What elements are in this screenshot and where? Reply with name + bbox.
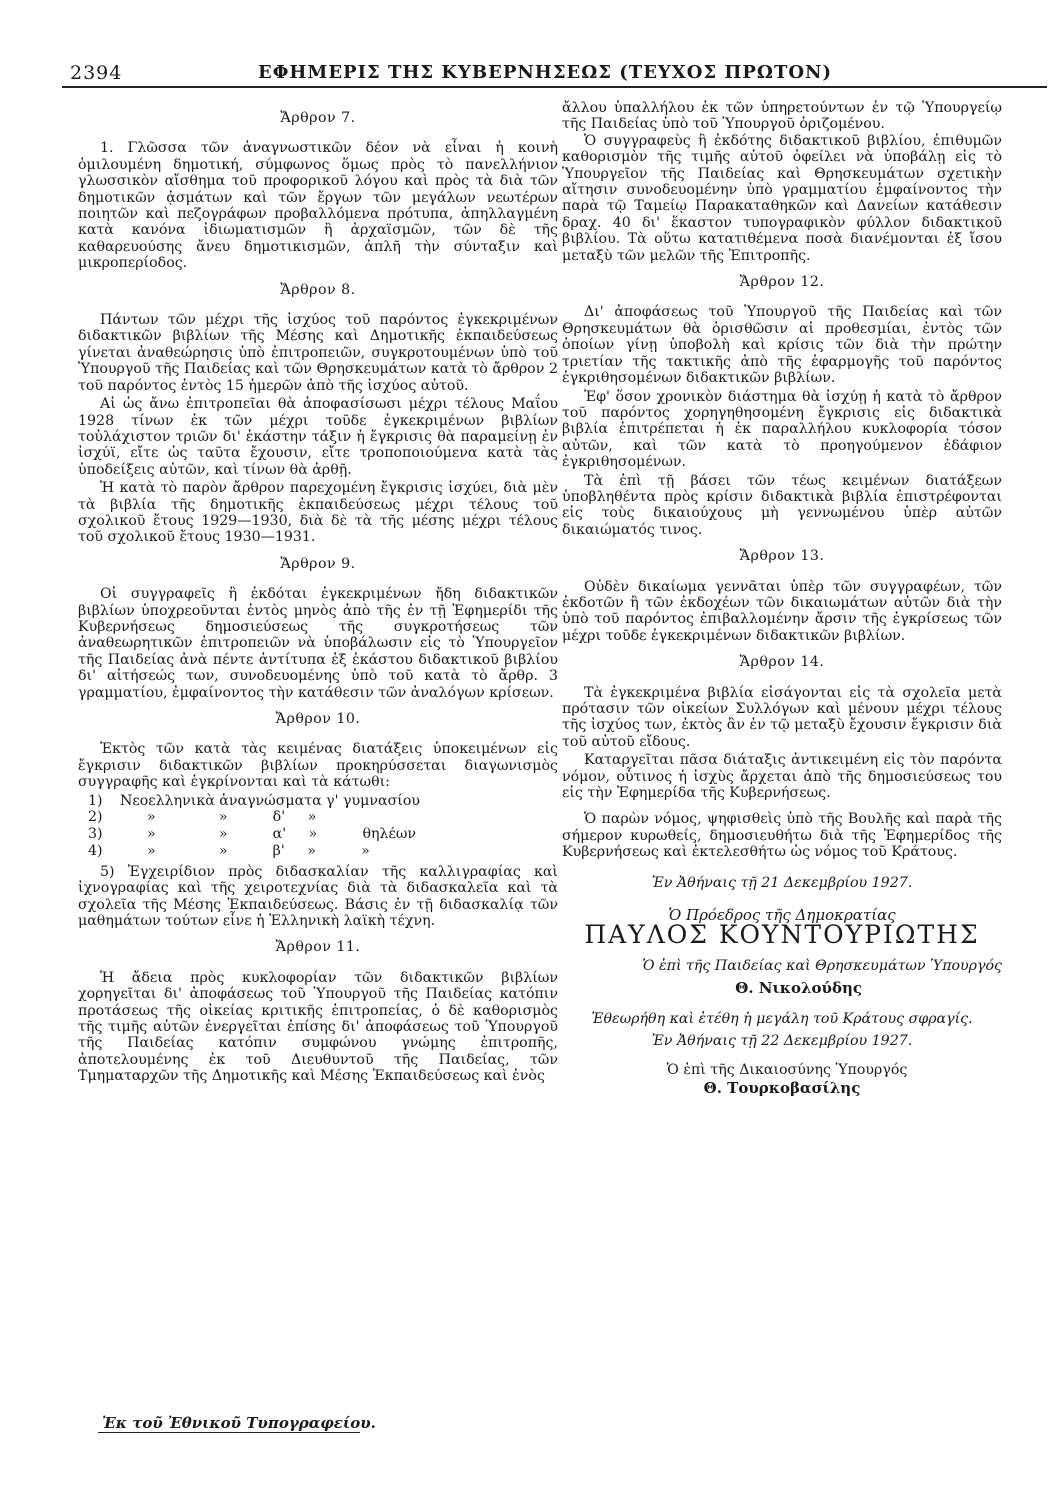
left-column <box>78 100 558 1087</box>
article-13-paragraph: Οὐδὲν δικαίωμα γεννᾶται ὑπὲρ τῶν συγγραφέων, τῶν ἐκδοτῶν ἢ τῶν ἐκδοχέων τῶν δικαιωμάτων αὐτῶν διὰ τὴν ὑπὸ τοῦ παρόντος ἐπιβαλλομένην ἄρσιν τῆς ἐγκρίσεως τῶν μέχρι τοῦδε ἐγκεκριμένων διδακτικῶν βιβλίων. <box>562 578 1002 644</box>
article-11-continuation: ἄλλου ὑπαλλήλου ἐκ τῶν ὑπηρετούντων ἐν τῷ Ὑπουργείῳ τῆς Παιδείας ὑπὸ τοῦ Ὑπουργοῦ ὁριζομένου. <box>562 100 1002 133</box>
article-14-paragraph-2: Καταργεῖται πᾶσα διάταξις ἀντικειμένη εἰς τὸν παρόντα νόμον, οὗτινος ἡ ἰσχὺς ἄρχεται ἀπὸ τῆς δημοσιεύσεως του εἰς τὴν Ἐφημερίδα τῆς Κυβερνήσεως. <box>562 752 1002 802</box>
article-10-heading: Ἄρθρον 10. <box>275 711 361 727</box>
imprint-underline <box>98 1432 360 1433</box>
article-8-paragraph-3: Ἡ κατὰ τὸ παρὸν ἄρθρον παρεχομένη ἔγκρισις ἰσχύει, διὰ μὲν τὰ βιβλία τῆς δημοτικῆς ἐκπαιδεύσεως μέχρι τέλους τοῦ σχολικοῦ ἔτους 1929—1930, διὰ δὲ τὰ τῆς μέσης μέχρι τέλους τοῦ σχολικοῦ ἔτους 1930—1931. <box>78 480 558 546</box>
justice-minister-title: Ὁ ἐπὶ τῆς Δικαιοσύνης Ὑπουργός <box>666 1061 908 1078</box>
minister-name: Θ. Νικολούδης <box>735 979 862 998</box>
article-8-paragraph-1: Πάντων τῶν μέχρι τῆς ἰσχύος τοῦ παρόντος ἐγκεκριμένων διδακτικῶν βιβλίων τῆς Μέσης καὶ Δημοτικῆς ἐκπαιδεύσεως γίνεται ἀναθεώρησις ὑπὸ ἐπιτροπειῶν, συγκροτουμένων ὑπὸ τοῦ Ὑπουργοῦ τῆς Παιδείας καὶ τῶν Θρησκευμάτων κατὰ τὸ ἄρθρον 2 τοῦ παρόντος ἐντὸς 15 ἡμερῶν ἀπὸ τῆς ἰσχύος αὐτοῦ. <box>78 312 558 394</box>
article-10-paragraph-2: 5) Ἐγχειρίδιον πρὸς διδασκαλίαν τῆς καλλιγραφίας καὶ ἰχνογραφίας καὶ τῆς χειροτεχνίας διὰ τὰ διδασκαλεῖα καὶ τὰ σχολεῖα τῆς Μέσης Ἐκπαιδεύσεως. Βάσις ἐν τῇ διδασκαλίᾳ τῶν μαθημάτων τούτων εἶνε ἡ Ἑλληνικὴ λαϊκὴ τέχνη. <box>78 863 558 930</box>
article-9-heading: Ἄρθρον 9. <box>280 555 356 572</box>
seal-statement: Ἐθεωρήθη καὶ ἐτέθη ἡ μεγάλη τοῦ Κράτους σφραγίς. <box>591 1010 973 1027</box>
justice-minister-name: Θ. Τουρκοβασίλης <box>703 1078 861 1097</box>
article-14-heading: Ἄρθρον 14. <box>739 654 825 671</box>
article-12-paragraph-3: Τὰ ἐπὶ τῇ βάσει τῶν τέως κειμένων διατάξεων ὑποβληθέντα πρὸς κρίσιν διδακτικὰ βιβλία ἐπιστρέφονται εἰς τοὺς δικαιούχους μὴ γεννωμένου ὑπὲρ αὐτῶν δικαιώματός τινος. <box>562 472 1002 538</box>
seal-date: Ἐν Ἀθήναις τῇ 22 Δεκεμβρίου 1927. <box>651 1033 913 1050</box>
page-header <box>62 58 1047 90</box>
list-item: 4) » » β' » » <box>88 843 370 860</box>
president-title: Ὁ Πρόεδρος τῆς Δημοκρατίας <box>668 906 896 925</box>
article-12-heading: Ἄρθρον 12. <box>739 274 825 291</box>
article-10-paragraph-1: Ἐκτὸς τῶν κατὰ τὰς κειμένας διατάξεις ὑποκειμένων εἰς ἔγκρισιν διδακτικῶν βιβλίων προκηρύσσεται διαγωνισμὸς συγγραφῆς καὶ ἐγκρίνονται καὶ τὰ κάτωθι: <box>78 741 558 791</box>
printer-imprint: Ἐκ τοῦ Ἐθνικοῦ Τυπογραφείου. <box>102 1414 376 1432</box>
article-10-list <box>88 793 558 860</box>
article-8-paragraph-2: Αἱ ὡς ἄνω ἐπιτροπεῖαι θὰ ἀποφασίσωσι μέχρι τέλους Μαΐου 1928 τίνων ἐκ τῶν μέχρι τοῦδε ἐγκεκριμένων βιβλίων τοὐλάχιστον τριῶν δι' ἑκάστην τάξιν ἡ ἔγκρισις θὰ παραμείνῃ ἐν ἰσχύϊ, εἴτε ὡς ταῦτα ἔχουσιν, εἴτε τροποποιούμενα κατὰ τὰς ὑποδείξεις αὐτῶν, καὶ τίνων θὰ ἀρθῇ. <box>78 396 558 478</box>
article-8-heading: Ἄρθρον 8. <box>280 281 356 298</box>
article-11-paragraph: Ἡ ἄδεια πρὸς κυκλοφορίαν τῶν διδακτικῶν βιβλίων χορηγεῖται δι' ἀποφάσεως τοῦ Ὑπουργοῦ τῆς Παιδείας κατόπιν προτάσεως τῆς οἰκείας κριτικῆς ἐπιτροπείας, ὁ δὲ καθορισμὸς τῆς τιμῆς αὐτῶν ἐνεργεῖται ἐπίσης δι' ἀποφάσεως τοῦ Ὑπουργοῦ τῆς Παιδείας κατόπιν συμφώνου γνώμης ἐπιτροπῆς, ἀποτελουμένης ἐκ τοῦ Διευθυντοῦ τῆς Παιδείας, τῶν Τμηματαρχῶν τῆς Δημοτικῆς καὶ Μέσης Ἐκπαιδεύσεως καὶ ἑνὸς <box>78 969 558 1085</box>
right-column <box>562 100 1002 1098</box>
minister-title: Ὁ ἐπὶ τῆς Παιδείας καὶ Θρησκευμάτων Ὑπουργός <box>642 957 1002 974</box>
article-9-paragraph: Οἱ συγγραφεῖς ἢ ἐκδόται ἐγκεκριμένων ἤδη διδακτικῶν βιβλίων ὑποχρεοῦνται ἐντὸς μηνὸς ἀπὸ τῆς ἐν τῇ Ἐφημερίδι τῆς Κυβερνήσεως δημοσιεύσεως τῆς συγκροτήσεως τῶν ἀναθεωρητικῶν ἐπιτροπειῶν νὰ ὑποβάλωσιν εἰς τὸ Ὑπουργεῖον τῆς Παιδείας ἀνὰ πέντε ἀντίτυπα ἐξ ἑκάστου διδακτικοῦ βιβλίου δι' αἰτήσεώς των, συνοδευομένης ὑπὸ τοῦ κατὰ τὸ ἄρθρ. 3 γραμματίου, ἐμφαίνοντος τὴν κατάθεσιν τῶν ἀναλόγων κρίσεων. <box>78 586 558 701</box>
page-number: 2394 <box>70 62 123 84</box>
list-item: 1) Νεοελληνικὰ ἀναγνώσματα γ' γυμνασίου <box>88 792 421 809</box>
list-item: 3) » » α' » θηλέων <box>88 826 417 843</box>
article-11-heading: Ἄρθρον 11. <box>275 939 361 956</box>
article-12-paragraph-2: Ἐφ' ὅσον χρονικὸν διάστημα θὰ ἰσχύῃ ἡ κατὰ τὸ ἄρθρον τοῦ παρόντος χορηγηθησομένη ἔγκρισις εἰς διδακτικὰ βιβλία ἐπιτρέπεται ἡ ἐκ παραλλήλου κυκλοφορία τόσον αὐτῶν, καὶ τῶν κατὰ τὸ προηγούμενον ἐδάφιον ἐγκριθησομένων. <box>562 388 1002 471</box>
article-13-heading: Ἄρθρον 13. <box>739 548 825 565</box>
signing-date: Ἐν Ἀθήναις τῇ 21 Δεκεμβρίου 1927. <box>651 874 913 891</box>
list-item: 2) » » δ' » <box>88 809 317 826</box>
article-7-paragraph: 1. Γλῶσσα τῶν ἀναγνωστικῶν δέον νὰ εἶναι ἡ κοινὴ ὁμιλουμένη δημοτική, σύμφωνος ὅμως πρὸς τὸ πανελλήνιον γλωσσικὸν αἴσθημα τοῦ προφορικοῦ λόγου καὶ πρὸς τὰ διὰ τῶν δημοτικῶν ᾀσμάτων καὶ τῶν ἔργων τῶν μεγάλων νεωτέρων ποιητῶν καὶ πεζογράφων προβαλλόμενα πρότυπα, ἀπηλλαγμένη κατὰ κανόνα ἰδιωματισμῶν ἢ ἀρχαϊσμῶν, τῶν δὲ τῆς καθαρευούσης ἄνευ δημοτικισμῶν, ἁπλῆ τὴν σύνταξιν καὶ μικροπερίοδος. <box>78 140 558 272</box>
enactment-paragraph: Ὁ παρὼν νόμος, ψηφισθεὶς ὑπὸ τῆς Βουλῆς καὶ παρὰ τῆς σήμερον κυρωθείς, δημοσιευθήτω διὰ τῆς Ἐφημερίδος τῆς Κυβερνήσεως καὶ ἐκτελεσθήτω ὡς νόμος τοῦ Κράτους. <box>562 811 1002 861</box>
article-14-paragraph-1: Τὰ ἐγκεκριμένα βιβλία εἰσάγονται εἰς τὰ σχολεῖα μετὰ πρότασιν τῶν οἰκείων Συλλόγων καὶ μένουν μέχρι τέλους τῆς ἰσχύος των, ἐκτὸς ἂν ἐν τῷ μεταξὺ ἔχουσιν ἔγκρισιν διὰ τοῦ αὐτοῦ εἴδους. <box>562 684 1002 750</box>
article-11-paragraph-2: Ὁ συγγραφεὺς ἢ ἐκδότης διδακτικοῦ βιβλίου, ἐπιθυμῶν καθορισμὸν τῆς τιμῆς αὐτοῦ ὀφείλει νὰ ὑποβάλῃ εἰς τὸ Ὑπουργεῖον τῆς Παιδείας καὶ Θρησκευμάτων σχετικὴν αἴτησιν συνοδευομένην ὑπὸ γραμματίου ἐμφαίνοντος τὴν παρὰ τῷ Ταμείῳ Παρακαταθηκῶν καὶ Δανείων κατάθεσιν δραχ. 40 δι' ἕκαστον τυπογραφικὸν φύλλον διδακτικοῦ βιβλίου. Τὰ οὕτω κατατιθέμενα ποσὰ διανέμονται ἐξ ἴσου μεταξὺ τῶν μελῶν τῆς Ἐπιτροπῆς. <box>562 132 1002 264</box>
article-7-heading: Ἄρθρον 7. <box>280 110 356 126</box>
gazette-title: ΕΦΗΜΕΡΙΣ ΤΗΣ ΚΥΒΕΡΝΗΣΕΩΣ (ΤΕΥΧΟΣ ΠΡΩΤΟΝ) <box>258 62 832 83</box>
president-name: ΠΑΥΛΟΣ ΚΟΥΝΤΟΥΡΙΩΤΗΣ <box>584 920 980 950</box>
article-12-paragraph-1: Δι' ἀποφάσεως τοῦ Ὑπουργοῦ τῆς Παιδείας καὶ τῶν Θρησκευμάτων θὰ ὁρισθῶσιν αἱ προθεσμίαι, ἐντὸς τῶν ὁποίων γίνῃ ὑποβολὴ καὶ κρίσις τῶν διὰ τὴν πρώτην τριετίαν τῆς τακτικῆς ἀπὸ τῆς ἐφαρμογῆς τοῦ παρόντος ἐγκριθησομένων διδακτικῶν βιβλίων. <box>562 304 1002 387</box>
header-rule <box>62 86 1047 88</box>
